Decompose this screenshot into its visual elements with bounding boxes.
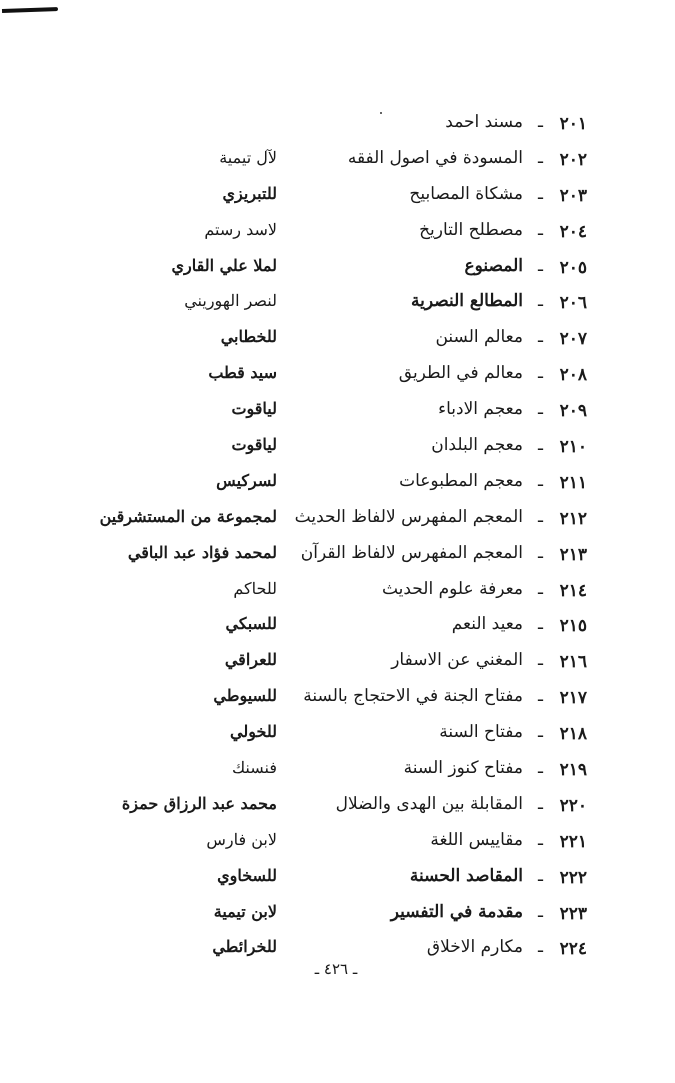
entry-number: ٢١٥ [559, 616, 587, 637]
entry-dash: ـ [538, 793, 543, 814]
entry-number: ٢١٢ [559, 508, 587, 529]
book-author: لياقوت [231, 435, 277, 455]
entry-number: ٢١٦ [559, 652, 587, 673]
book-title: معالم في الطريق [398, 363, 523, 384]
book-author: للسيوطي [213, 686, 277, 706]
entry-dash: ـ [538, 650, 543, 671]
entry-number: ٢٠٧ [559, 329, 587, 350]
entry-dash: ـ [538, 758, 543, 779]
entry-number: ٢٠٤ [559, 221, 587, 242]
list-item [0, 395, 675, 431]
list-item [0, 108, 675, 144]
entry-dash: ـ [538, 901, 543, 922]
book-title: مسند احمد [445, 112, 523, 132]
list-item [0, 610, 675, 646]
corner-ink-mark [2, 7, 58, 13]
book-title: المعجم المفهرس لالفاظ القرآن [300, 542, 523, 563]
entry-number: ٢٠٢ [559, 149, 587, 170]
entry-dash: ـ [538, 291, 543, 312]
entry-number: ٢١١ [559, 472, 587, 493]
entry-dash: ـ [538, 506, 543, 527]
entry-dash: ـ [538, 363, 543, 384]
entry-number: ٢٠١ [559, 114, 587, 134]
entry-dash: ـ [538, 578, 543, 599]
entry-dash: ـ [538, 219, 543, 240]
entry-dash: ـ [538, 327, 543, 348]
book-title: معجم الادباء [438, 399, 523, 420]
entry-dash: ـ [538, 399, 543, 420]
book-title: معجم المطبوعات [399, 470, 523, 491]
book-author: لابن فارس [206, 829, 277, 849]
entry-dash: ـ [538, 937, 543, 958]
book-title: المغني عن الاسفار [391, 650, 523, 671]
entry-number: ٢٢٠ [559, 795, 587, 816]
book-title: مصطلح التاريخ [419, 219, 523, 240]
book-author: لملا علي القاري [171, 255, 277, 275]
entry-number: ٢١٣ [559, 544, 587, 565]
book-title: مكارم الاخلاق [426, 937, 523, 958]
book-author: للخطابي [220, 327, 277, 347]
list-item [0, 216, 675, 252]
book-author: للسخاوي [217, 865, 277, 885]
entry-number: ٢١٩ [559, 760, 587, 781]
entry-number: ٢١٤ [559, 580, 587, 601]
list-item [0, 862, 675, 898]
entry-dash: ـ [538, 470, 543, 491]
list-item [0, 431, 675, 467]
book-title: المسودة في اصول الفقه [347, 147, 523, 168]
list-item [0, 826, 675, 862]
book-title: معيد النعم [451, 614, 523, 635]
book-title: معجم البلدان [431, 435, 523, 456]
list-item [0, 359, 675, 395]
entry-dash: ـ [538, 435, 543, 456]
list-item [0, 539, 675, 575]
list-item [0, 252, 675, 288]
book-author: للعراقي [224, 650, 277, 670]
book-title: مشكاة المصابيح [409, 183, 523, 204]
book-title: المطالع النصرية [410, 291, 523, 312]
list-item [0, 323, 675, 359]
entry-dash: ـ [538, 542, 543, 563]
book-author: لنصر الهوريني [184, 291, 277, 311]
book-title: مفتاح كنوز السنة [403, 758, 523, 779]
entry-dash: ـ [538, 722, 543, 743]
book-author: للحاكم [233, 578, 277, 598]
entry-number: ٢١٧ [559, 688, 587, 709]
book-author: لاسد رستم [204, 219, 277, 239]
book-author: للتبريزي [222, 183, 277, 203]
book-title: المقابلة بين الهدى والضلال [335, 793, 523, 814]
book-title: معرفة علوم الحديث [381, 578, 523, 599]
page-number: ـ ٤٢٦ ـ [314, 960, 358, 978]
entry-dash: ـ [538, 686, 543, 707]
book-author: لآل تيمية [219, 147, 277, 167]
entry-number: ٢٢٣ [559, 903, 587, 924]
bibliography-list [0, 108, 675, 969]
book-title: مفتاح السنة [439, 722, 523, 743]
entry-number: ٢٠٥ [559, 257, 587, 278]
book-title: معالم السنن [435, 327, 523, 348]
entry-dash: ـ [538, 865, 543, 886]
entry-number: ٢٢٤ [559, 939, 587, 960]
book-author: سيد قطب [208, 363, 277, 383]
list-item [0, 790, 675, 826]
entry-dash: ـ [538, 255, 543, 276]
book-author: فنسنك [231, 758, 277, 778]
entry-dash: ـ [538, 147, 543, 168]
entry-number: ٢٢٢ [559, 867, 587, 888]
list-item [0, 754, 675, 790]
book-author: لمحمد فؤاد عبد الباقي [127, 542, 277, 562]
entry-number: ٢٠٩ [559, 401, 587, 422]
list-item [0, 180, 675, 216]
book-title: مفتاح الجنة في الاحتجاج بالسنة [303, 686, 523, 707]
book-author: للسبكي [225, 614, 277, 634]
book-author: للخرائطي [212, 937, 277, 957]
entry-dash: ـ [538, 183, 543, 204]
book-title: المصنوع [464, 255, 523, 276]
list-item [0, 287, 675, 323]
entry-dash: ـ [538, 829, 543, 850]
entry-number: ٢١٠ [559, 437, 587, 458]
list-item [0, 575, 675, 611]
book-author: للخولي [230, 722, 277, 742]
entry-number: ٢٠٦ [559, 293, 587, 314]
entry-number: ٢١٨ [559, 724, 587, 745]
list-item [0, 718, 675, 754]
book-author: لمجموعة من المستشرقين [99, 506, 277, 526]
list-item [0, 467, 675, 503]
list-item [0, 646, 675, 682]
book-author: محمد عبد الرزاق حمزة [121, 793, 277, 813]
list-item [0, 682, 675, 718]
book-title: مقاييس اللغة [430, 829, 523, 850]
entry-dash: ـ [538, 112, 543, 132]
entry-number: ٢٠٨ [559, 365, 587, 386]
book-author: لياقوت [231, 399, 277, 419]
book-author: لسركيس [216, 470, 277, 490]
book-title: مقدمة في التفسير [390, 901, 523, 922]
entry-dash: ـ [538, 614, 543, 635]
entry-number: ٢٠٣ [559, 185, 587, 206]
book-author: لابن تيمية [213, 901, 277, 921]
book-title: المقاصد الحسنة [409, 865, 523, 886]
book-title: المعجم المفهرس لالفاظ الحديث [294, 506, 523, 527]
entry-number: ٢٢١ [559, 831, 587, 852]
list-item [0, 898, 675, 934]
list-item [0, 144, 675, 180]
list-item [0, 503, 675, 539]
